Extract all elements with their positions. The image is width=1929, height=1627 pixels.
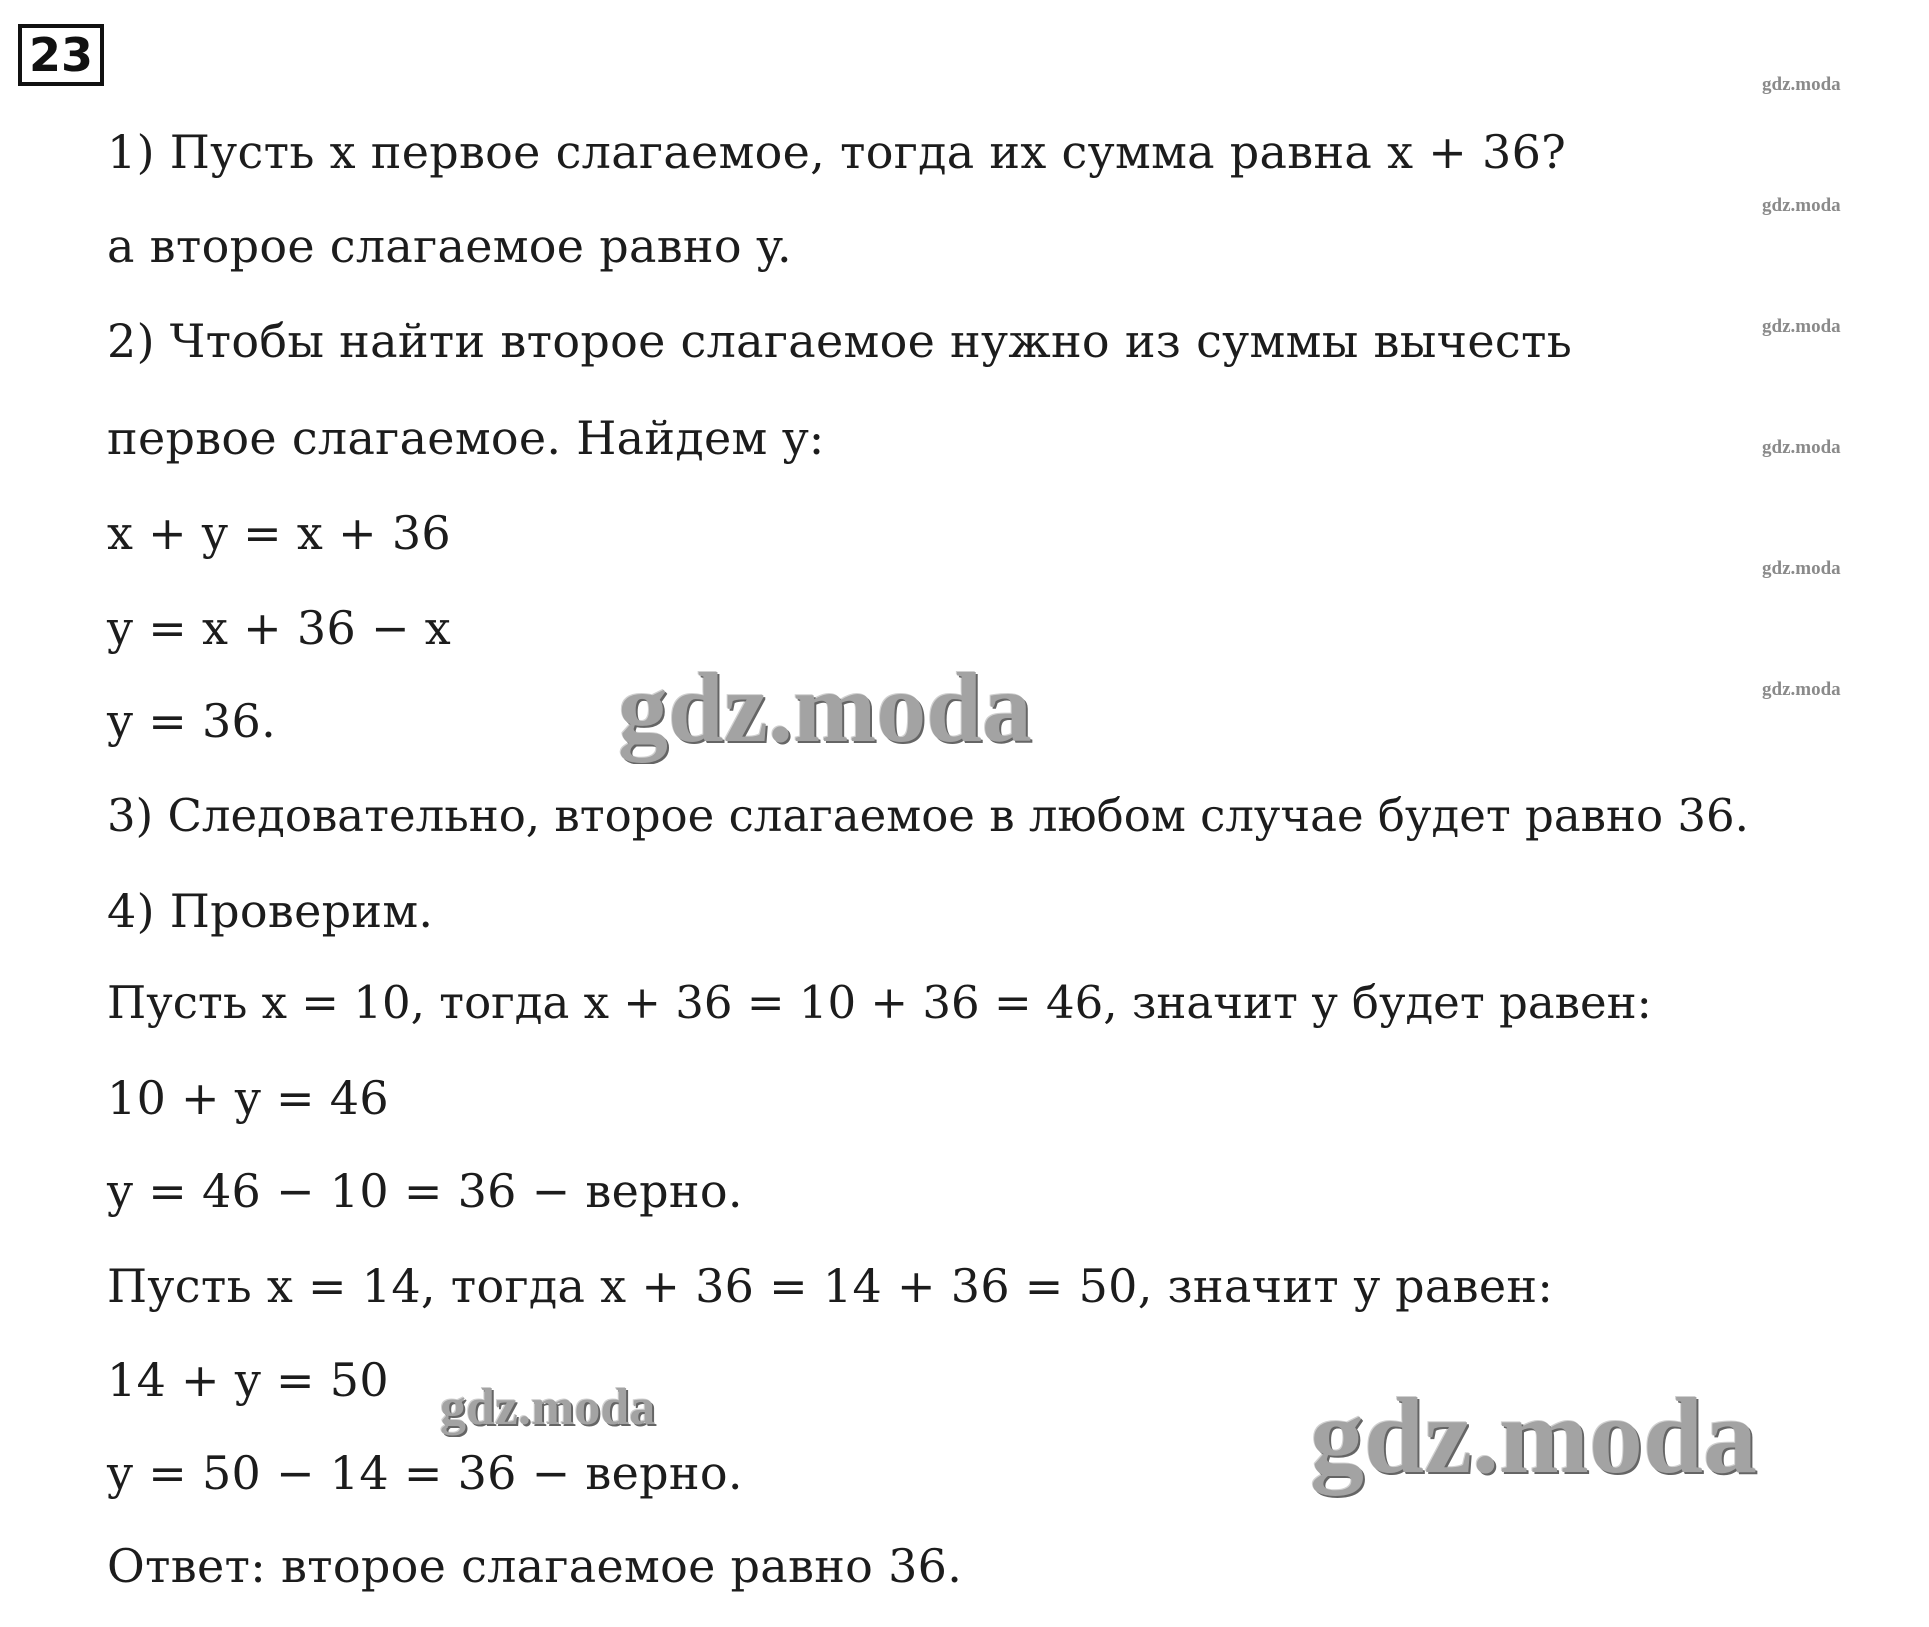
check-equation-3: 14 + y = 50 xyxy=(107,1353,389,1407)
watermark-small: gdz.moda xyxy=(1762,74,1841,95)
solution-line-3: 2) Чтобы найти второе слагаемое нужно из суммы вычесть xyxy=(107,314,1573,368)
check-line-2: Пусть x = 14, тогда x + 36 = 14 + 36 = 50, значит y равен: xyxy=(107,1259,1554,1313)
solution-line-4: первое слагаемое. Найдем y: xyxy=(107,411,825,465)
answer-line: Ответ: второе слагаемое равно 36. xyxy=(107,1539,963,1593)
check-equation-1: 10 + y = 46 xyxy=(107,1071,389,1125)
watermark-large: gdz.moda xyxy=(1310,1377,1758,1496)
watermark-small: gdz.moda xyxy=(1762,679,1841,700)
watermark-medium: gdz.moda xyxy=(440,1379,656,1436)
task-number: 23 xyxy=(18,24,104,86)
check-equation-4: y = 50 − 14 = 36 − верно. xyxy=(107,1446,743,1500)
equation-line-2: y = x + 36 − x xyxy=(107,601,451,655)
watermark-small: gdz.moda xyxy=(1762,195,1841,216)
solution-line-2: а второе слагаемое равно y. xyxy=(107,219,792,273)
watermark-small: gdz.moda xyxy=(1762,437,1841,458)
solution-line-6: 4) Проверим. xyxy=(107,884,434,938)
check-line-1: Пусть x = 10, тогда x + 36 = 10 + 36 = 46, значит y будет равен: xyxy=(107,976,1652,1029)
equation-line-1: x + y = x + 36 xyxy=(107,506,451,560)
solution-line-5: 3) Следовательно, второе слагаемое в любом случае будет равно 36. xyxy=(107,789,1749,842)
watermark-large: gdz.moda xyxy=(618,652,1032,763)
check-equation-2: y = 46 − 10 = 36 − верно. xyxy=(107,1164,743,1218)
watermark-small: gdz.moda xyxy=(1762,316,1841,337)
equation-line-3: y = 36. xyxy=(107,694,277,748)
watermark-small: gdz.moda xyxy=(1762,558,1841,579)
solution-line-1: 1) Пусть x первое слагаемое, тогда их сумма равна x + 36? xyxy=(107,125,1567,179)
